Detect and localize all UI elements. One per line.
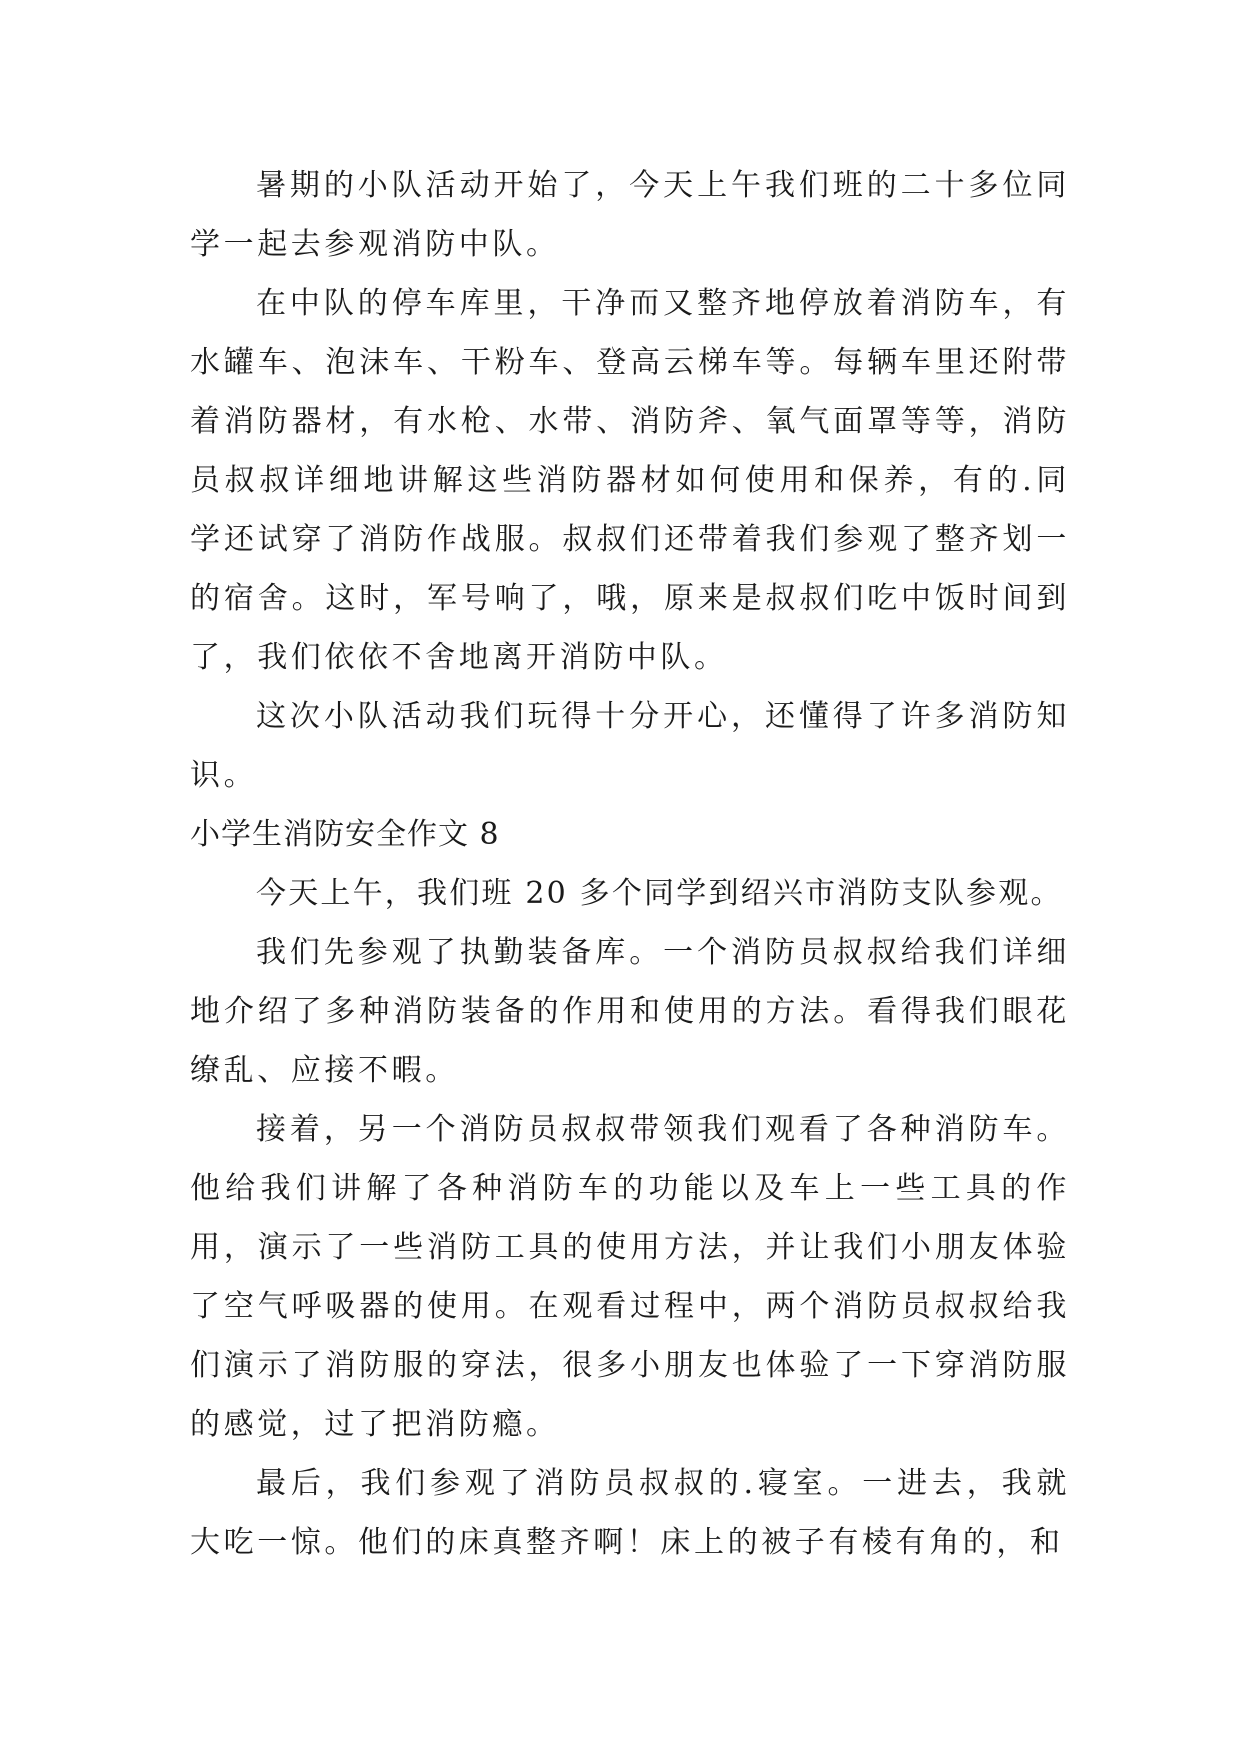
paragraph: 接着，另一个消防员叔叔带领我们观看了各种消防车。他给我们讲解了各种消防车的功能以及车上一些工具的作用，演示了一些消防工具的使用方法，并让我们小朋友体验了空气呼吸器的使用。在观看过程中，两个消防员叔叔给我们演示了消防服的穿法，很多小朋友也体验了一下穿消防服的感觉，过了把消防瘾。	[190, 1112, 1070, 1442]
paragraph: 暑期的小队活动开始了，今天上午我们班的二十多位同学一起去参观消防中队。	[190, 168, 1070, 262]
paragraph: 我们先参观了执勤装备库。一个消防员叔叔给我们详细地介绍了多种消防装备的作用和使用的方法。看得我们眼花缭乱、应接不暇。	[190, 935, 1070, 1088]
paragraph: 今天上午，我们班 20 多个同学到绍兴市消防支队参观。	[256, 876, 1063, 911]
paragraph: 这次小队活动我们玩得十分开心，还懂得了许多消防知识。	[190, 699, 1070, 793]
paragraph: 在中队的停车库里，干净而又整齐地停放着消防车，有水罐车、泡沫车、干粉车、登高云梯车等。每辆车里还附带着消防器材，有水枪、水带、消防斧、氧气面罩等等，消防员叔叔详细地讲解这些消防器材如何使用和保养，有的.同学还试穿了消防作战服。叔叔们还带着我们参观了整齐划一的宿舍。这时，军号响了，哦，原来是叔叔们吃中饭时间到了，我们依依不舍地离开消防中队。	[190, 286, 1070, 675]
document-body	[190, 156, 1070, 1572]
section-heading: 小学生消防安全作文 8	[190, 817, 500, 852]
paragraph: 最后，我们参观了消防员叔叔的.寝室。一进去，我就大吃一惊。他们的床真整齐啊！床上的被子有棱有角的，和	[190, 1466, 1070, 1560]
